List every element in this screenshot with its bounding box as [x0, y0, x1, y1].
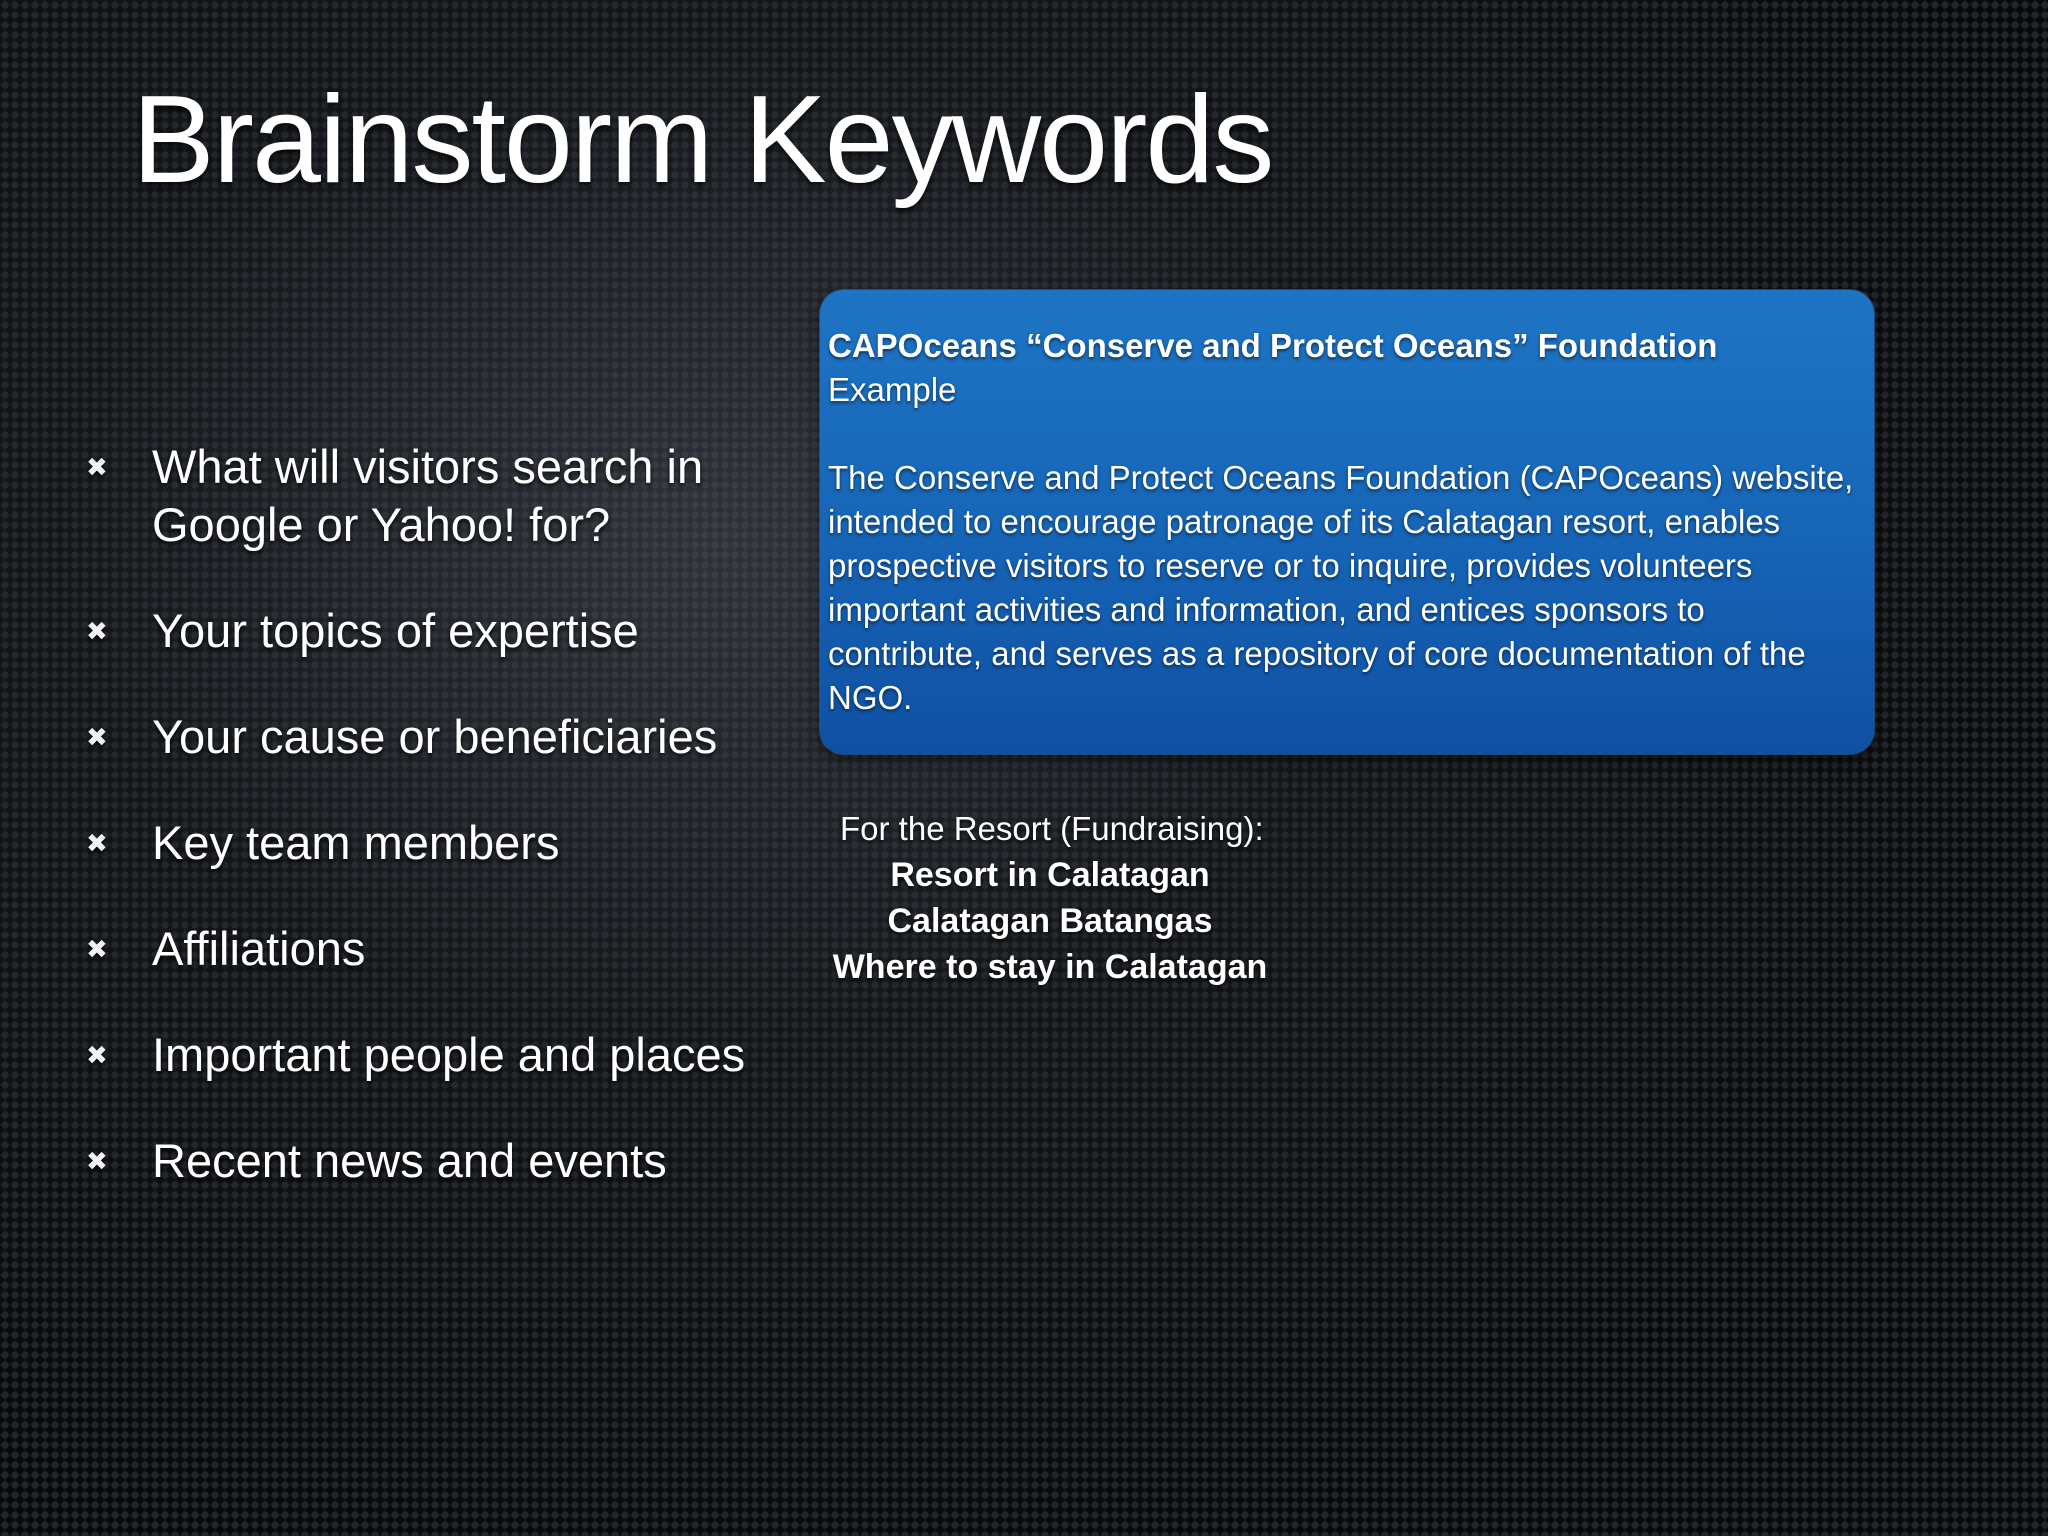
example-box: [820, 290, 1874, 754]
bullet-item: [80, 814, 780, 872]
x-bullet-icon: ✖: [86, 616, 108, 646]
x-bullet-icon: ✖: [86, 934, 108, 964]
keyword-item: Resort in Calatagan: [890, 856, 1210, 894]
bullet-text: Your topics of expertise: [152, 604, 639, 657]
keyword-list: [820, 852, 1280, 990]
bullet-item: [80, 1132, 780, 1190]
bullet-text: Affiliations: [152, 922, 366, 975]
bullet-item: [80, 602, 780, 660]
x-bullet-icon: ✖: [86, 828, 108, 858]
bullet-item: [80, 920, 780, 978]
slide-title: Brainstorm Keywords: [132, 71, 1273, 209]
bullet-item: [80, 1026, 780, 1084]
x-bullet-icon: ✖: [86, 722, 108, 752]
resort-block: [820, 806, 1300, 990]
x-bullet-icon: ✖: [86, 1146, 108, 1176]
bullet-text: Your cause or beneficiaries: [152, 710, 718, 763]
bullet-text: Important people and places: [152, 1028, 746, 1081]
bullet-text: Key team members: [152, 816, 560, 869]
resort-label: For the Resort (Fundraising):: [840, 810, 1264, 847]
x-bullet-icon: ✖: [86, 452, 108, 482]
example-heading: CAPOceans “Conserve and Protect Oceans” Foundation: [828, 327, 1718, 364]
keyword-item: Calatagan Batangas: [887, 902, 1213, 940]
bullet-text: Recent news and events: [152, 1134, 667, 1187]
bullet-text: What will visitors search in Google or Yahoo! for?: [152, 440, 704, 551]
example-body: The Conserve and Protect Oceans Foundation (CAPOceans) website, intended to encourage patronage of its Calatagan resort, enables prospective visitors to reserve or to inquire, provides volunteers important activities and information, and entices sponsors to contribute, and serves as a repository of core documentation of the NGO.: [828, 459, 1854, 716]
bullet-list: [80, 438, 780, 1238]
example-label: Example: [828, 371, 957, 408]
x-bullet-icon: ✖: [86, 1040, 108, 1070]
keyword-item: Where to stay in Calatagan: [832, 948, 1268, 986]
bullet-item: [80, 438, 780, 554]
bullet-item: [80, 708, 780, 766]
